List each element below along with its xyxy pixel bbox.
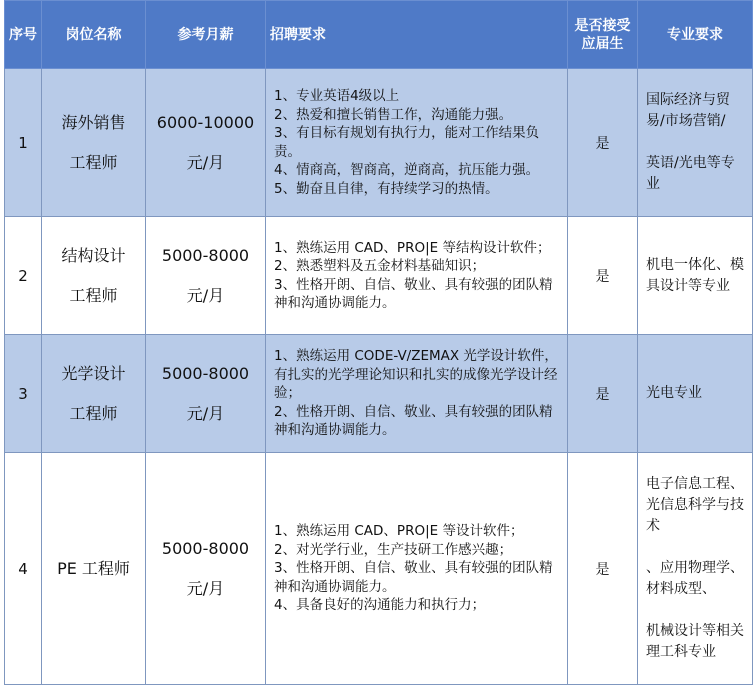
requirement-item: 4、情商高，智商高，逆商高，抗压能力强。 [274, 162, 540, 178]
salary-amount: 6000-10000 [156, 112, 255, 132]
major-line: 国际经济与贸易/市场营销/ [646, 92, 730, 129]
major-line [646, 132, 748, 153]
header-major: 专业要求 [638, 1, 753, 69]
row-seq: 2 [5, 217, 42, 335]
major-line: 、应用物理学、材料成型、 [646, 560, 744, 597]
row-position [42, 69, 146, 217]
requirement-item: 1、专业英语4级以上 [274, 88, 400, 104]
major-line: 电子信息工程、光信息科学与技术 [646, 476, 744, 534]
major-line: 光电专业 [646, 385, 702, 401]
row-major [638, 335, 753, 453]
header-seq: 序号 [5, 1, 42, 69]
major-line: 机电一体化、模具设计等专业 [646, 256, 744, 294]
requirement-item: 1、熟练运用 CAD、PRO|E 等结构设计软件； [274, 239, 551, 256]
requirement-item: 3、有目标有规划有执行力，能对工作结果负责。 [274, 125, 540, 160]
position-line: 工程师 [69, 152, 118, 172]
position-line: PE 工程师 [57, 558, 130, 578]
row-salary [146, 453, 266, 685]
position-line: 工程师 [69, 403, 118, 423]
row-fresh-grad: 是 [568, 69, 638, 217]
row-major [638, 453, 753, 685]
row-salary [146, 217, 266, 335]
requirement-item: 4、具备良好的沟通能力和执行力； [274, 597, 486, 614]
position-line: 工程师 [69, 285, 118, 305]
salary-amount: 5000-8000 [161, 363, 250, 383]
requirement-item: 1、熟练运用 CODE-V/ZEMAX 光学设计软件，有扎实的光学理论知识和扎实的成像光学设计经验； [274, 348, 558, 402]
table-row [5, 335, 753, 453]
major-line [646, 600, 748, 621]
position-line: 结构设计 [61, 245, 126, 265]
row-fresh-grad: 是 [568, 217, 638, 335]
row-fresh-grad: 是 [568, 335, 638, 453]
row-major [638, 69, 753, 217]
row-requirements [266, 335, 568, 453]
requirement-item: 3、性格开朗、自信、敬业、具有较强的团队精神和沟通协调能力。 [274, 560, 553, 595]
row-requirements [266, 217, 568, 335]
requirement-item: 1、熟练运用 CAD、PRO|E 等设计软件； [274, 523, 524, 540]
row-position [42, 453, 146, 685]
salary-unit: 元/月 [186, 403, 225, 423]
requirement-item: 3、性格开朗、自信、敬业、具有较强的团队精神和沟通协调能力。 [274, 276, 553, 311]
row-seq: 4 [5, 453, 42, 685]
position-line: 光学设计 [61, 363, 126, 383]
table-row [5, 453, 753, 685]
row-position [42, 335, 146, 453]
major-line: 英语/光电等专业 [646, 155, 735, 192]
salary-amount: 5000-8000 [161, 245, 250, 265]
requirement-item: 2、性格开朗、自信、敬业、具有较强的团队精神和沟通协调能力。 [274, 403, 553, 439]
row-salary [146, 69, 266, 217]
row-salary [146, 335, 266, 453]
requirement-item: 2、熟悉塑料及五金材料基础知识； [274, 258, 486, 274]
header-position: 岗位名称 [42, 1, 146, 69]
major-line [646, 537, 748, 558]
row-major [638, 217, 753, 335]
salary-amount: 5000-8000 [161, 538, 250, 558]
table-row [5, 69, 753, 217]
row-seq: 1 [5, 69, 42, 217]
row-position [42, 217, 146, 335]
job-table [4, 0, 753, 685]
salary-unit: 元/月 [186, 578, 225, 598]
row-requirements [266, 453, 568, 685]
header-requirements: 招聘要求 [266, 1, 568, 69]
header-fresh-grad: 是否接受应届生 [568, 1, 638, 69]
row-fresh-grad: 是 [568, 453, 638, 685]
position-line: 海外销售 [61, 112, 126, 132]
major-line: 机械设计等相关理工科专业 [646, 623, 744, 660]
salary-unit: 元/月 [186, 285, 225, 305]
header-salary: 参考月薪 [146, 1, 266, 69]
requirement-item: 2、对光学行业，生产技研工作感兴趣； [274, 541, 513, 558]
table-row [5, 217, 753, 335]
salary-unit: 元/月 [186, 152, 225, 172]
row-seq: 3 [5, 335, 42, 453]
row-requirements [266, 69, 568, 217]
requirement-item: 2、热爱和擅长销售工作，沟通能力强。 [274, 106, 513, 123]
header-row [5, 1, 753, 69]
requirement-item: 5、勤奋且自律，有持续学习的热情。 [274, 180, 499, 197]
